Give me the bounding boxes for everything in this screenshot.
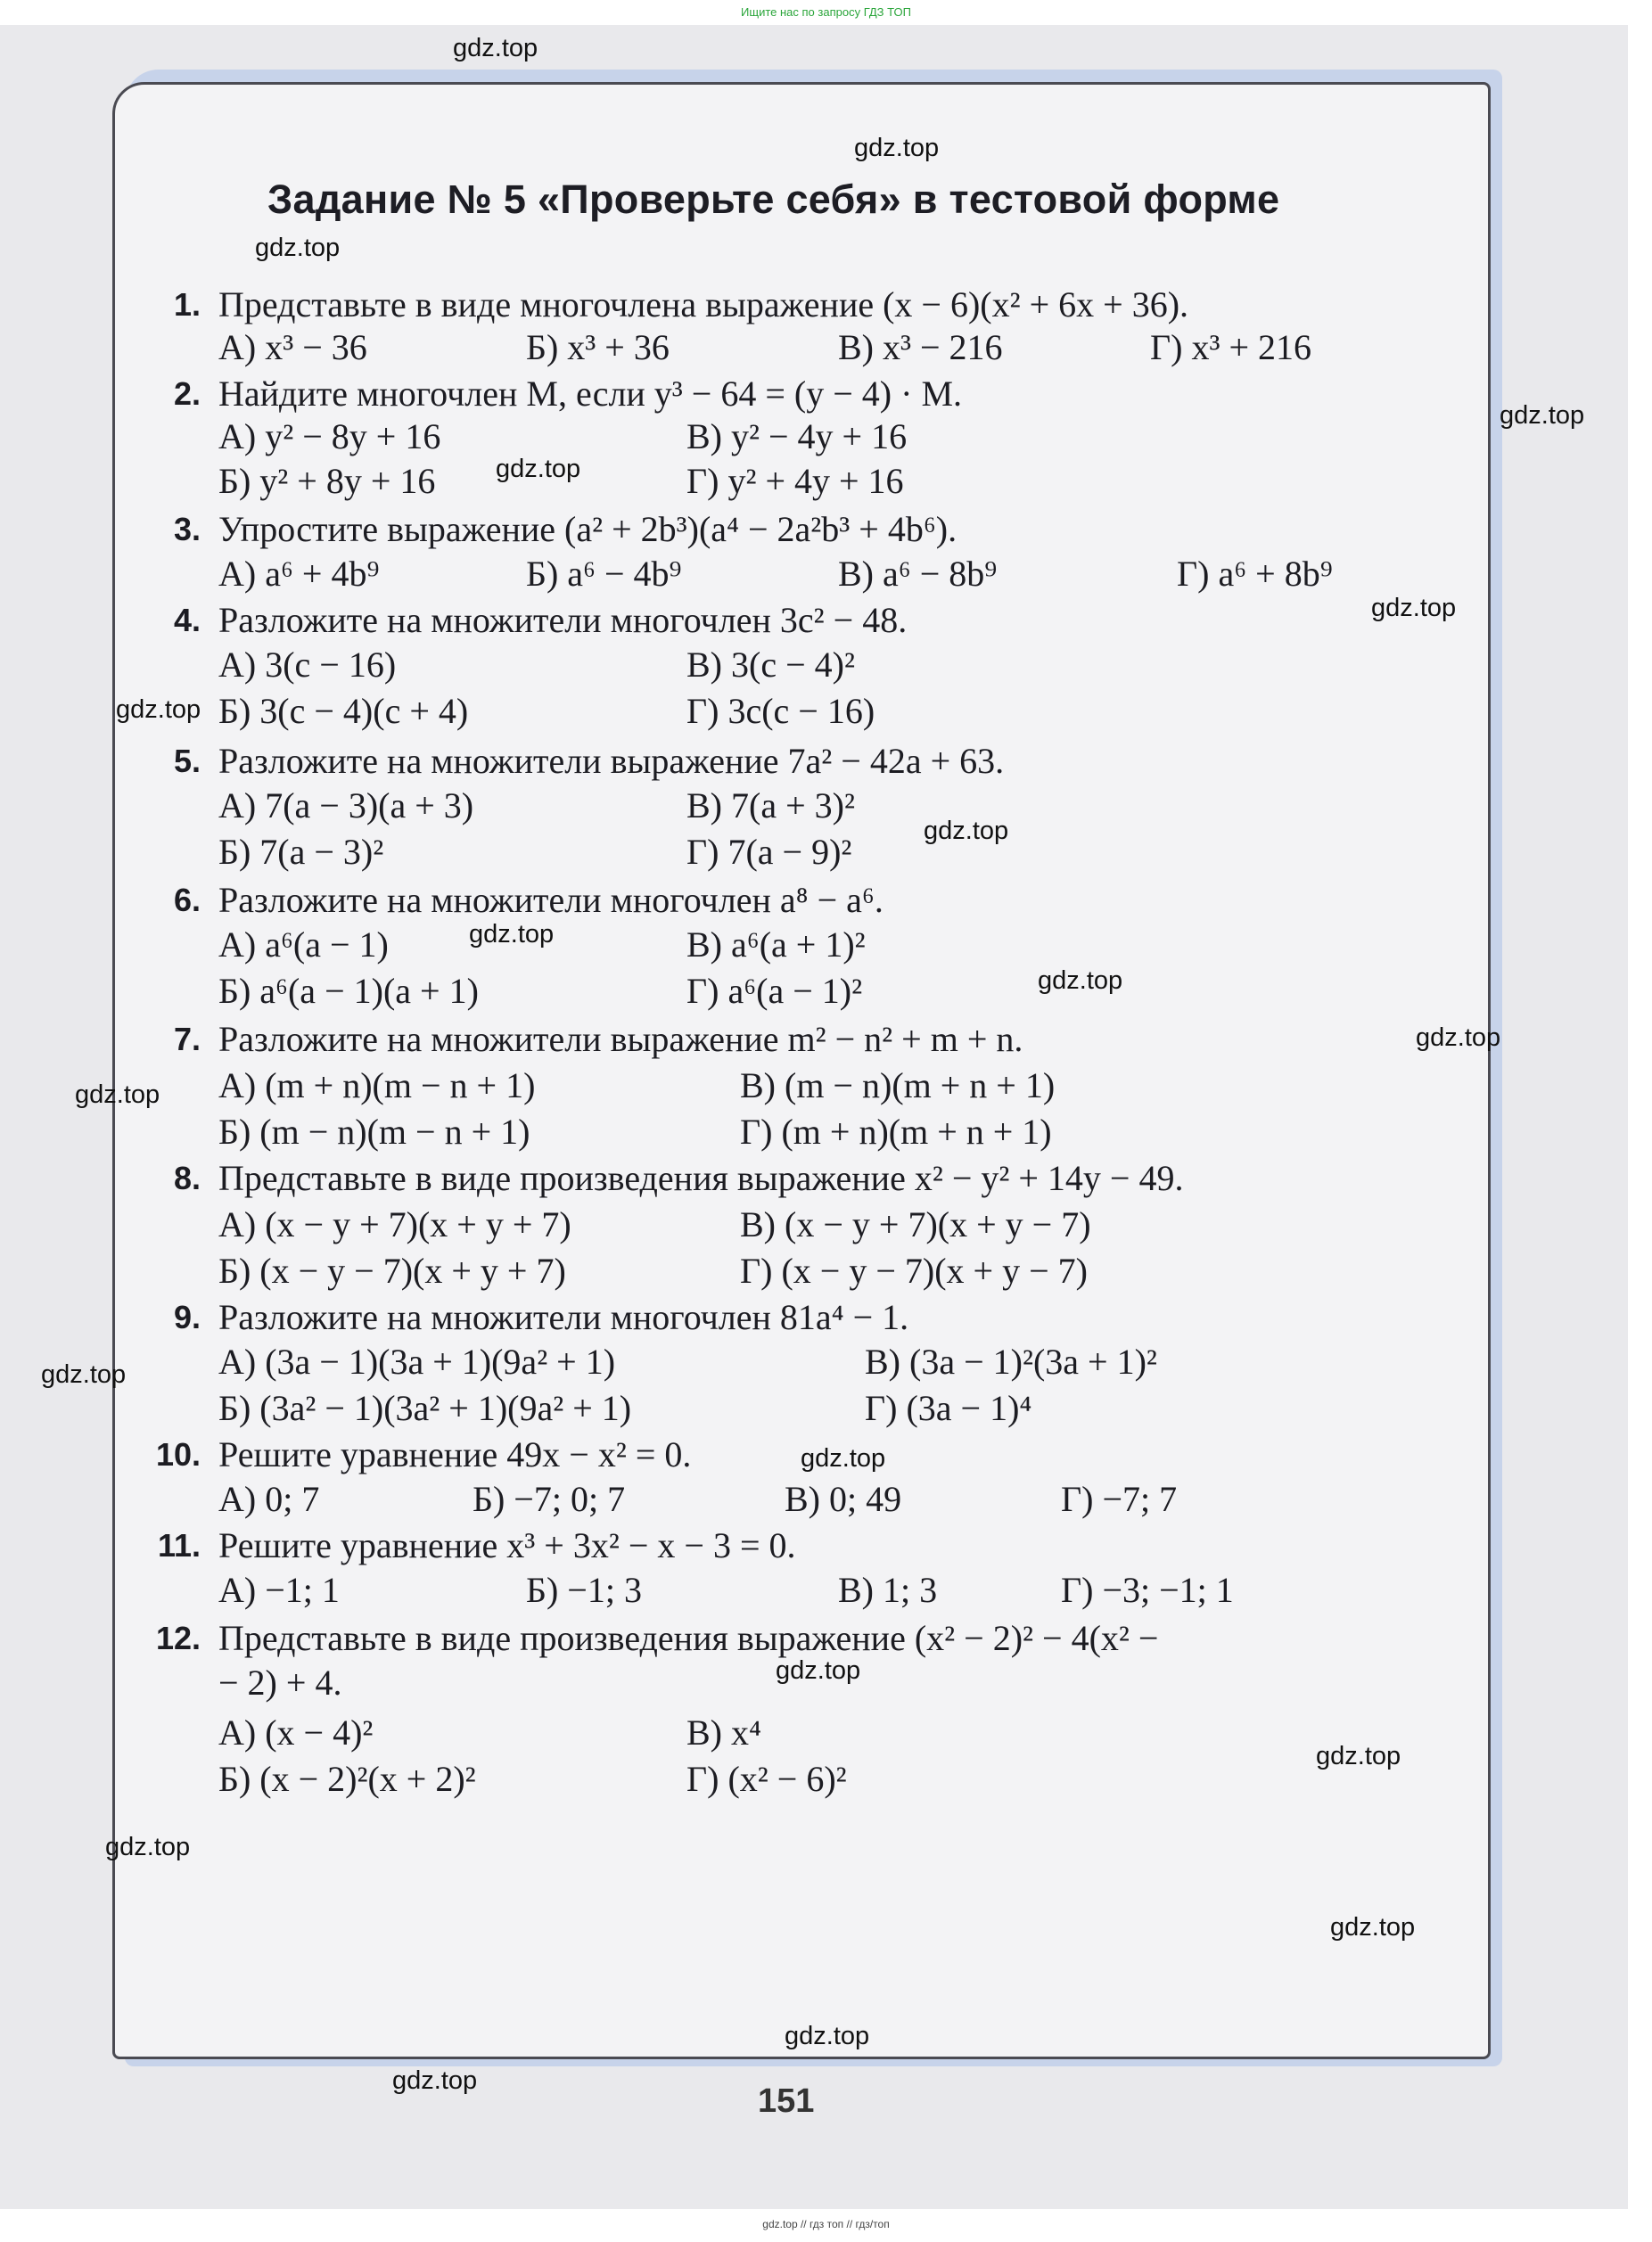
question-number: 10. — [155, 1436, 201, 1473]
option-a: А) a⁶ + 4b⁹ — [218, 554, 380, 594]
option-g: Г) (3a − 1)⁴ — [865, 1388, 1032, 1428]
option-v: В) a⁶ − 8b⁹ — [838, 554, 998, 594]
watermark: gdz.top — [1330, 1913, 1416, 1942]
option-v: В) y² − 4y + 16 — [686, 416, 908, 456]
footer-note: gdz.top // гдз топ // гдз/топ — [762, 2218, 890, 2230]
option-v: В) 3(c − 4)² — [686, 645, 855, 685]
option-g: Г) (x − y − 7)(x + y − 7) — [740, 1251, 1088, 1291]
option-a: А) (m + n)(m − n + 1) — [218, 1065, 536, 1105]
question-text: Представьте в виде произведения выражение x² − y² + 14y − 49. — [218, 1158, 1184, 1198]
watermark: gdz.top — [1316, 1742, 1401, 1770]
watermark: gdz.top — [1500, 401, 1585, 430]
question-number: 1. — [173, 286, 201, 323]
question-text: Разложите на множители выражение 7a² − 42a + 63. — [218, 741, 1005, 781]
option-b: Б) 3(c − 4)(c + 4) — [218, 691, 469, 731]
option-a: А) 7(a − 3)(a + 3) — [218, 785, 474, 825]
question-text: Представьте в виде многочлена выражение (x − 6)(x² + 6x + 36). — [218, 284, 1189, 324]
question-text: Разложите на множители многочлен 3c² − 48. — [218, 600, 908, 640]
option-g: Г) 7(a − 9)² — [686, 832, 852, 872]
question-number: 11. — [157, 1527, 201, 1564]
question-text-continued: − 2) + 4. — [218, 1663, 342, 1703]
question-number: 8. — [173, 1160, 201, 1196]
question-text: Представьте в виде произведения выражение (x² − 2)² − 4(x² − — [218, 1618, 1159, 1658]
option-v: В) 1; 3 — [838, 1570, 938, 1610]
option-a: А) y² − 8y + 16 — [218, 416, 441, 456]
option-a: А) a⁶(a − 1) — [218, 924, 389, 965]
page-number: 151 — [758, 2082, 815, 2120]
option-b: Б) (m − n)(m − n + 1) — [218, 1112, 530, 1152]
option-v: В) 0; 49 — [785, 1479, 902, 1519]
option-g: Г) 3c(c − 16) — [686, 691, 875, 731]
option-v: В) x⁴ — [686, 1712, 761, 1753]
question-number: 4. — [173, 602, 201, 638]
option-b: Б) a⁶ − 4b⁹ — [526, 554, 682, 594]
option-b: Б) (3a² − 1)(3a² + 1)(9a² + 1) — [218, 1388, 632, 1428]
question-text: Найдите многочлен M, если y³ − 64 = (y − 4) · M. — [218, 374, 963, 414]
watermark: gdz.top — [1416, 1023, 1501, 1052]
watermark: gdz.top — [1371, 594, 1457, 622]
question-text: Разложите на множители выражение m² − n² + m + n. — [218, 1019, 1023, 1059]
option-a: А) −1; 1 — [218, 1570, 340, 1610]
option-g: Г) y² + 4y + 16 — [686, 461, 904, 501]
option-g: Г) (x² − 6)² — [686, 1759, 847, 1799]
option-a: А) 0; 7 — [218, 1479, 320, 1519]
header-note: Ищите нас по запросу ГДЗ ТОП — [741, 5, 911, 19]
watermark: gdz.top — [453, 34, 538, 62]
question-number: 2. — [173, 375, 201, 412]
option-b: Б) y² + 8y + 16 — [218, 461, 436, 501]
option-g: Г) (m + n)(m + n + 1) — [740, 1112, 1052, 1152]
question-number: 12. — [155, 1620, 201, 1656]
question-text: Упростите выражение (a² + 2b³)(a⁴ − 2a²b³ + 4b⁶). — [218, 509, 958, 549]
watermark: gdz.top — [854, 134, 940, 162]
option-g: Г) −3; −1; 1 — [1061, 1570, 1234, 1610]
option-a: А) 3(c − 16) — [218, 645, 397, 685]
option-g: Г) a⁶ + 8b⁹ — [1177, 554, 1333, 594]
option-g: Г) −7; 7 — [1061, 1479, 1178, 1519]
option-a: А) (x − y + 7)(x + y + 7) — [218, 1204, 571, 1244]
watermark: gdz.top — [116, 695, 201, 724]
watermark: gdz.top — [496, 455, 581, 483]
question-text: Решите уравнение 49x − x² = 0. — [218, 1434, 692, 1474]
watermark: gdz.top — [924, 817, 1009, 845]
question-text: Решите уравнение x³ + 3x² − x − 3 = 0. — [218, 1525, 796, 1565]
option-b: Б) (x − y − 7)(x + y + 7) — [218, 1251, 566, 1291]
option-a: А) x³ − 36 — [218, 327, 367, 367]
page-title: Задание № 5 «Проверьте себя» в тестовой форме — [267, 177, 1280, 222]
option-b: Б) (x − 2)²(x + 2)² — [218, 1759, 476, 1799]
watermark: gdz.top — [75, 1080, 160, 1109]
option-a: А) (3a − 1)(3a + 1)(9a² + 1) — [218, 1342, 616, 1382]
option-v: В) x³ − 216 — [838, 327, 1003, 367]
option-a: А) (x − 4)² — [218, 1712, 374, 1753]
watermark: gdz.top — [785, 2022, 870, 2050]
question-number: 7. — [173, 1021, 201, 1057]
option-b: Б) 7(a − 3)² — [218, 832, 384, 872]
option-b: Б) −1; 3 — [526, 1570, 642, 1610]
option-b: Б) a⁶(a − 1)(a + 1) — [218, 971, 479, 1011]
option-v: В) 7(a + 3)² — [686, 785, 855, 825]
option-v: В) a⁶(a + 1)² — [686, 924, 866, 965]
watermark: gdz.top — [392, 2066, 478, 2095]
option-b: Б) −7; 0; 7 — [473, 1479, 626, 1519]
question-number: 5. — [173, 743, 201, 779]
question-number: 3. — [173, 511, 201, 547]
option-b: Б) x³ + 36 — [526, 327, 670, 367]
watermark: gdz.top — [41, 1360, 127, 1389]
watermark: gdz.top — [1038, 966, 1123, 995]
question-number: 9. — [173, 1299, 201, 1335]
question-number: 6. — [173, 882, 201, 918]
option-v: В) (x − y + 7)(x + y − 7) — [740, 1204, 1091, 1244]
watermark: gdz.top — [255, 234, 341, 262]
question-text: Разложите на множители многочлен a⁸ − a⁶. — [218, 880, 884, 920]
option-g: Г) x³ + 216 — [1150, 327, 1311, 367]
watermark: gdz.top — [801, 1444, 886, 1473]
watermark: gdz.top — [469, 920, 555, 949]
question-text: Разложите на множители многочлен 81a⁴ − 1. — [218, 1297, 909, 1337]
watermark: gdz.top — [776, 1656, 861, 1685]
option-v: В) (m − n)(m + n + 1) — [740, 1065, 1056, 1105]
option-g: Г) a⁶(a − 1)² — [686, 971, 863, 1011]
watermark: gdz.top — [105, 1833, 191, 1861]
option-v: В) (3a − 1)²(3a + 1)² — [865, 1342, 1157, 1382]
